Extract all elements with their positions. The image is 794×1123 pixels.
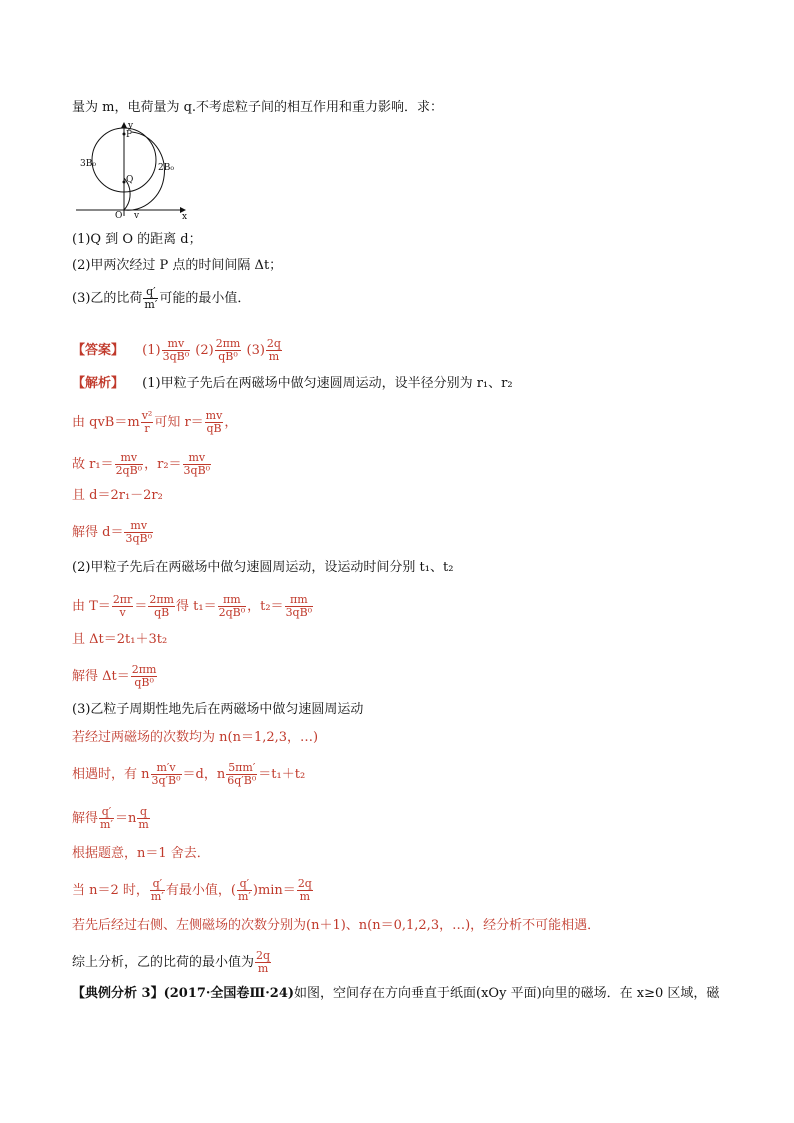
text-fragment: 2πr	[112, 593, 133, 606]
left-field-label: 3B₀	[80, 159, 96, 169]
text-fragment: ，t₂＝	[247, 599, 284, 614]
text-fragment: 2πm	[131, 663, 157, 676]
text-fragment: ＝d，n	[182, 767, 226, 782]
answer-line	[72, 338, 283, 363]
analysis-line-10: (3)乙粒子周期性地先后在两磁场中做匀速圆周运动	[72, 702, 364, 717]
text-fragment: ，r₂＝	[144, 457, 182, 472]
text-fragment: 2qB⁰	[115, 464, 143, 477]
text-fragment: 由 qvB＝m	[72, 415, 140, 430]
text-fragment: 2πm	[215, 337, 241, 350]
text-fragment: mv	[124, 520, 153, 533]
velocity-label: v	[134, 211, 140, 220]
text-fragment: 故 r₁＝	[72, 457, 114, 472]
text-fragment: 2q	[297, 877, 312, 890]
fraction	[255, 950, 271, 975]
analysis-line-12	[72, 762, 305, 787]
magnetic-field-figure	[72, 120, 192, 220]
text-fragment: 由 T＝	[72, 599, 111, 614]
text-fragment: (1)	[142, 343, 161, 358]
text-fragment: 解得 d＝	[72, 525, 124, 540]
text-fragment: ，	[224, 415, 238, 430]
next-example-label: 【典例分析 3】(2017·全国卷Ⅲ·24)	[72, 986, 295, 1001]
text-fragment: m′	[150, 890, 164, 903]
text-fragment: m	[257, 962, 269, 975]
question-1: (1)Q 到 O 的距离 d；	[72, 232, 202, 247]
text-fragment: q	[137, 806, 149, 819]
question-3	[72, 286, 250, 311]
text-fragment: (3)	[246, 343, 265, 358]
analysis-line-8: 且 Δt＝2t₁＋3t₂	[72, 632, 168, 647]
analysis-line-2	[72, 410, 237, 435]
fraction	[150, 878, 165, 903]
analysis-line-6: (2)甲粒子先后在两磁场中做匀速圆周运动，设运动时间分别 t₁、t₂	[72, 560, 454, 575]
text-fragment: 相遇时，有 n	[72, 767, 150, 782]
text-fragment: 3qB⁰	[162, 350, 190, 363]
text-fragment: q′	[99, 806, 114, 819]
analysis-line-15	[72, 878, 314, 903]
text-fragment: q′	[237, 878, 252, 891]
question-3-suffix: 可能的最小值．	[159, 291, 251, 306]
analysis-line-14: 根据题意，n＝1 舍去．	[72, 846, 210, 861]
fraction	[266, 338, 282, 363]
text-fragment: m	[268, 350, 280, 363]
text-fragment: q′	[150, 878, 165, 891]
question-3-prefix: (3)乙的比荷	[72, 291, 143, 306]
fraction	[183, 452, 212, 477]
x-axis-label: x	[182, 212, 188, 220]
fraction	[115, 452, 144, 477]
analysis-line-1	[72, 376, 513, 392]
text-fragment: πm	[218, 594, 247, 607]
fraction	[148, 594, 175, 619]
intro-text: 量为 m，电荷量为 q.不考虑粒子间的相互作用和重力影响．求：	[72, 100, 444, 115]
text-fragment: )min＝	[252, 883, 296, 898]
point-p-label: P	[126, 130, 133, 140]
analysis-line-9	[72, 664, 158, 689]
text-fragment: m	[138, 818, 149, 831]
point-q-label: Q	[126, 175, 134, 185]
text-fragment: 3qB⁰	[125, 532, 153, 545]
question-2: (2)甲两次经过 P 点的时间间隔 Δt；	[72, 258, 283, 273]
text-fragment: πm	[285, 594, 314, 607]
text-fragment: qB⁰	[134, 676, 154, 689]
text-fragment: 2πm	[149, 593, 174, 606]
text-fragment: ＝t₁＋t₂	[258, 767, 306, 782]
text-fragment: (1)甲粒子先后在两磁场中做匀速圆周运动，设半径分别为 r₁、r₂	[142, 376, 513, 391]
fraction	[124, 520, 153, 545]
text-fragment: mv	[205, 409, 223, 422]
fraction	[226, 762, 257, 787]
analysis-line-7	[72, 594, 314, 619]
text-fragment: 2q	[256, 949, 271, 962]
text-fragment: mv	[115, 452, 144, 465]
y-axis-label: y	[128, 121, 134, 131]
text-fragment: ＝	[134, 599, 148, 614]
fraction	[131, 664, 158, 689]
fraction	[137, 806, 149, 831]
text-fragment: 综上分析，乙的比荷的最小值为	[72, 955, 255, 970]
text-fragment: 3qB⁰	[285, 606, 313, 619]
text-fragment: (2)	[195, 343, 214, 358]
text-fragment: m′	[100, 818, 113, 831]
fraction	[99, 806, 114, 831]
origin-label: O	[115, 211, 123, 220]
text-fragment: 若先后经过右侧、左侧磁场的次数分别为(n＋1)、n(n＝0,1,2,3，…)，经分析不可能相遇．	[72, 918, 601, 933]
next-example-text: 如图，空间存在方向垂直于纸面(xOy 平面)向里的磁场．在 x≥0 区域，磁	[294, 986, 720, 1001]
text-fragment: r	[144, 422, 150, 435]
analysis-line-17	[72, 950, 272, 975]
text-fragment: 解得	[72, 811, 99, 826]
fraction	[297, 878, 313, 903]
fraction	[141, 410, 154, 435]
text-fragment: 3q′B⁰	[151, 774, 181, 787]
fraction	[151, 762, 182, 787]
fraction	[143, 286, 158, 311]
fraction	[205, 410, 224, 435]
fraction	[162, 338, 191, 363]
text-fragment: ＝n	[114, 811, 137, 826]
analysis-line-5	[72, 520, 154, 545]
text-fragment: qB	[154, 606, 170, 619]
analysis-line-11: 若经过两磁场的次数均为 n(n＝1,2,3，…)	[72, 730, 319, 745]
analysis-line-4: 且 d＝2r₁－2r₂	[72, 488, 163, 503]
text-fragment: 5πm′	[228, 761, 256, 774]
fraction	[237, 878, 252, 903]
text-fragment: 有最小值，(	[165, 883, 236, 898]
text-fragment: v	[119, 606, 126, 619]
analysis-line-13	[72, 806, 151, 831]
text-fragment: 2q	[266, 337, 281, 350]
text-fragment: mv	[162, 338, 191, 351]
text-fragment: m′	[144, 298, 158, 311]
text-fragment: v²	[141, 409, 153, 422]
text-fragment: qB	[206, 422, 222, 435]
text-fragment: 可知 r＝	[154, 415, 204, 430]
text-fragment: m′	[237, 890, 251, 903]
text-fragment: q′	[143, 286, 158, 299]
analysis-line-16	[72, 918, 600, 934]
text-fragment: qB⁰	[218, 350, 238, 363]
fraction	[215, 338, 242, 363]
text-fragment: 2qB⁰	[218, 606, 246, 619]
analysis-label: 【解析】	[72, 376, 125, 391]
fraction	[218, 594, 247, 619]
next-example-line	[72, 986, 719, 1002]
text-fragment: 当 n＝2 时，	[72, 883, 149, 898]
text-fragment: 解得 Δt＝	[72, 669, 130, 684]
fraction	[285, 594, 314, 619]
text-fragment: 6q′B⁰	[227, 774, 257, 787]
fraction	[112, 594, 134, 619]
text-fragment: 得 t₁＝	[176, 599, 217, 614]
right-field-label: 2B₀	[158, 163, 174, 173]
analysis-line-3	[72, 452, 212, 477]
text-fragment: m′v	[151, 762, 182, 775]
answer-label: 【答案】	[72, 343, 125, 358]
text-fragment: 3qB⁰	[183, 464, 211, 477]
text-fragment: m	[299, 890, 311, 903]
text-fragment: mv	[183, 452, 212, 465]
